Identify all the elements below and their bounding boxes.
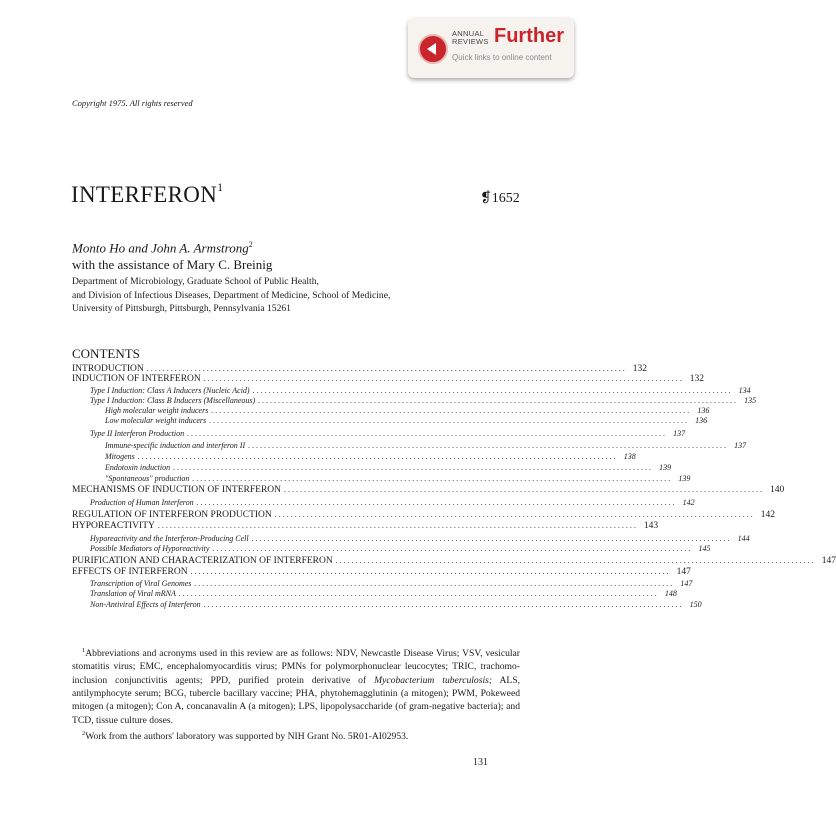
toc-entry[interactable]: [105, 416, 708, 425]
toc-leader-dots: ........................................................................................................................: [258, 396, 739, 405]
toc-entry-label: HYPOREACTIVITY: [72, 521, 155, 531]
title-text: INTERFERON: [71, 182, 218, 207]
toc-entry-label: PURIFICATION AND CHARACTERIZATION OF INTERFERON: [72, 556, 333, 566]
toc-entry-label: Endotoxin induction: [105, 463, 171, 472]
footnotes: [72, 644, 520, 743]
toc-entry-label: "Spontaneous" production: [105, 474, 190, 483]
toc-leader-dots: ........................................................................................................................: [209, 416, 690, 425]
toc-entry-page: 142: [682, 498, 695, 507]
footnote-1-marker: 1: [82, 647, 86, 654]
toc-entry-label: Immune-specific induction and interferon II: [105, 441, 246, 450]
badge-further-text: Further: [494, 25, 564, 47]
toc-entry-label: Production of Human Interferon: [90, 498, 194, 507]
toc-leader-dots: ........................................................................................................................: [248, 441, 729, 450]
contents-heading: CONTENTS: [72, 346, 140, 361]
title-footnote-marker: 1: [217, 180, 224, 195]
toc-entry[interactable]: [90, 534, 750, 543]
badge-subtitle: Quick links to online content: [452, 53, 552, 62]
footnote-1-text-b: ALS, antilymphocyte serum; BCG, tubercle bacillary vaccine; PHA, phytohemagglutinin (a mitogen); PWM, Pokeweed mitogen (a mitogen); Con A, concanavalin A (a mitogen); LPS, lipopolysaccharide (of gram-negative bacteria); and TCD, tissue culture doses.: [72, 674, 520, 726]
toc-leader-dots: ........................................................................................................................: [192, 474, 673, 483]
toc-entry-label: Mitogens: [105, 452, 135, 461]
toc-entry[interactable]: [90, 600, 702, 609]
toc-entry[interactable]: [105, 406, 710, 415]
toc-entry-label: INDUCTION OF INTERFERON: [72, 374, 201, 384]
toc-entry-label: EFFECTS OF INTERFERON: [72, 567, 188, 577]
page-number: 131: [473, 757, 488, 768]
article-title: [71, 182, 223, 208]
toc-leader-dots: ........................................................................................................................: [203, 600, 684, 609]
toc-leader-dots: ........................................................................................................................: [146, 364, 627, 373]
affiliation-line: University of Pittsburgh, Pittsburgh, Pennsylvania 15261: [72, 303, 291, 314]
footnote-2-text: Work from the authors' laboratory was supported by NIH Grant No. 5R01-AI02953.: [85, 731, 409, 743]
badge-publisher: [452, 30, 489, 46]
toc-leader-dots: ........................................................................................................................: [137, 452, 618, 461]
badge-annual-text: ANNUAL: [452, 29, 485, 38]
assistance-credit: with the assistance of Mary C. Breinig: [72, 257, 273, 272]
toc-entry[interactable]: [72, 374, 705, 384]
toc-leader-dots: ........................................................................................................................: [274, 510, 755, 519]
toc-entry-page: 140: [770, 485, 785, 495]
toc-entry[interactable]: [72, 364, 648, 374]
toc-leader-dots: ........................................................................................................................: [212, 544, 693, 553]
footnote-2-marker: 2: [82, 729, 86, 737]
toc-leader-dots: ........................................................................................................................: [196, 498, 677, 507]
toc-entry-page: 135: [744, 396, 757, 405]
copyright-notice: Copyright 1975. All rights reserved: [72, 98, 193, 108]
author-names: Monto Ho and John A. Armstrong: [72, 240, 249, 256]
toc-entry-page: 137: [673, 429, 686, 438]
toc-entry-label: INTRODUCTION: [72, 364, 144, 374]
toc-entry[interactable]: [90, 396, 757, 405]
toc-entry-label: Possible Mediators of Hyporeactivity: [90, 544, 210, 553]
toc-entry-page: 147: [821, 556, 836, 566]
toc-entry[interactable]: [90, 579, 693, 588]
toc-entry[interactable]: [90, 429, 686, 438]
footnote-1-italic: Mycobacterium tuberculosis;: [374, 674, 493, 686]
toc-entry[interactable]: [90, 544, 711, 553]
toc-entry[interactable]: [90, 589, 677, 598]
toc-leader-dots: ........................................................................................................................: [190, 567, 671, 576]
toc-entry-page: 138: [623, 452, 636, 461]
toc-entry-page: 145: [698, 544, 711, 553]
toc-entry-page: 136: [695, 416, 708, 425]
toc-entry-page: 132: [689, 374, 705, 384]
toc-entry[interactable]: [90, 498, 695, 507]
toc-entry-page: 132: [632, 364, 648, 374]
toc-entry-label: MECHANISMS OF INDUCTION OF INTERFERON: [72, 485, 282, 495]
toc-entry[interactable]: [72, 485, 785, 495]
toc-entry-label: Hyporeactivity and the Interferon-Producing Cell: [90, 534, 249, 543]
toc-entry-label: Translation of Viral mRNA: [90, 589, 176, 598]
toc-entry-page: 150: [689, 600, 702, 609]
toc-leader-dots: ........................................................................................................................: [251, 534, 732, 543]
toc-entry-page: 147: [680, 579, 693, 588]
toc-entry-page: 136: [697, 406, 710, 415]
toc-entry[interactable]: [72, 510, 776, 520]
toc-entry[interactable]: [90, 386, 751, 395]
toc-entry[interactable]: [72, 567, 691, 577]
annual-reviews-logo-icon: [418, 34, 448, 64]
authors: [72, 240, 253, 256]
toc-entry-page: 139: [659, 463, 672, 472]
toc-entry-label: Non-Antiviral Effects of Interferon: [90, 600, 201, 609]
toc-entry-label: Type II Interferon Production: [90, 429, 185, 438]
toc-leader-dots: ........................................................................................................................: [187, 429, 668, 438]
toc-entry[interactable]: [105, 452, 636, 461]
toc-entry[interactable]: [105, 463, 672, 472]
toc-leader-dots: ........................................................................................................................: [252, 386, 733, 395]
affiliation-line: and Division of Infectious Diseases, Department of Medicine, School of Medicine,: [72, 289, 391, 301]
toc-entry-label: Type I Induction: Class A Inducers (Nucleic Acid): [90, 386, 250, 395]
toc-leader-dots: ........................................................................................................................: [194, 579, 675, 588]
footnote-1: [72, 644, 520, 727]
toc-entry-page: 142: [760, 510, 776, 520]
toc-entry-page: 148: [664, 589, 677, 598]
toc-entry-page: 144: [737, 534, 750, 543]
toc-leader-dots: ........................................................................................................................: [173, 463, 654, 472]
toc-leader-dots: ........................................................................................................................: [178, 589, 659, 598]
toc-entry-page: 147: [676, 567, 691, 577]
toc-leader-dots: ........................................................................................................................: [203, 374, 684, 383]
affiliation: [72, 275, 390, 316]
affiliation-line: Department of Microbiology, Graduate School of Public Health,: [72, 276, 319, 287]
toc-entry[interactable]: [72, 556, 836, 566]
toc-entry-label: Transcription of Viral Genomes: [90, 579, 192, 588]
toc-entry-page: 137: [734, 441, 747, 450]
toc-entry[interactable]: [105, 441, 747, 450]
authors-footnote-marker: 2: [248, 240, 253, 249]
toc-entry-label: Low molecular weight inducers: [105, 416, 207, 425]
toc-entry-page: 134: [738, 386, 751, 395]
toc-leader-dots: ........................................................................................................................: [211, 406, 692, 415]
toc-entry-label: REGULATION OF INTERFERON PRODUCTION: [72, 510, 272, 520]
article-reference-number: ❡1652: [480, 191, 520, 206]
toc-entry[interactable]: [72, 521, 659, 531]
footnote-1-text-a: Abbreviations and acronyms used in this review are as follows: NDV, Newcastle Disease Virus; VSV, vesicular stomatitis virus; EMC, encephalomyocarditis virus; PMNs for polymorphonuclear leucocytes; TRIC, trachomo-inclusion conjunctivitis agents; PPD, purified protein derivative of: [72, 648, 520, 686]
toc-leader-dots: ........................................................................................................................: [157, 521, 638, 530]
badge-reviews-text: REVIEWS: [452, 37, 489, 46]
toc-entry-label: Type I Induction: Class B Inducers (Miscellaneous): [90, 396, 256, 405]
toc-entry-page: 143: [643, 521, 659, 531]
annual-reviews-further-badge[interactable]: [408, 18, 574, 78]
toc-leader-dots: ........................................................................................................................: [284, 485, 765, 494]
footnote-2: [72, 727, 520, 743]
toc-leader-dots: ........................................................................................................................: [335, 556, 816, 565]
toc-entry-label: High molecular weight inducers: [105, 406, 209, 415]
toc-entry-page: 139: [678, 474, 691, 483]
toc-entry[interactable]: [105, 474, 691, 483]
